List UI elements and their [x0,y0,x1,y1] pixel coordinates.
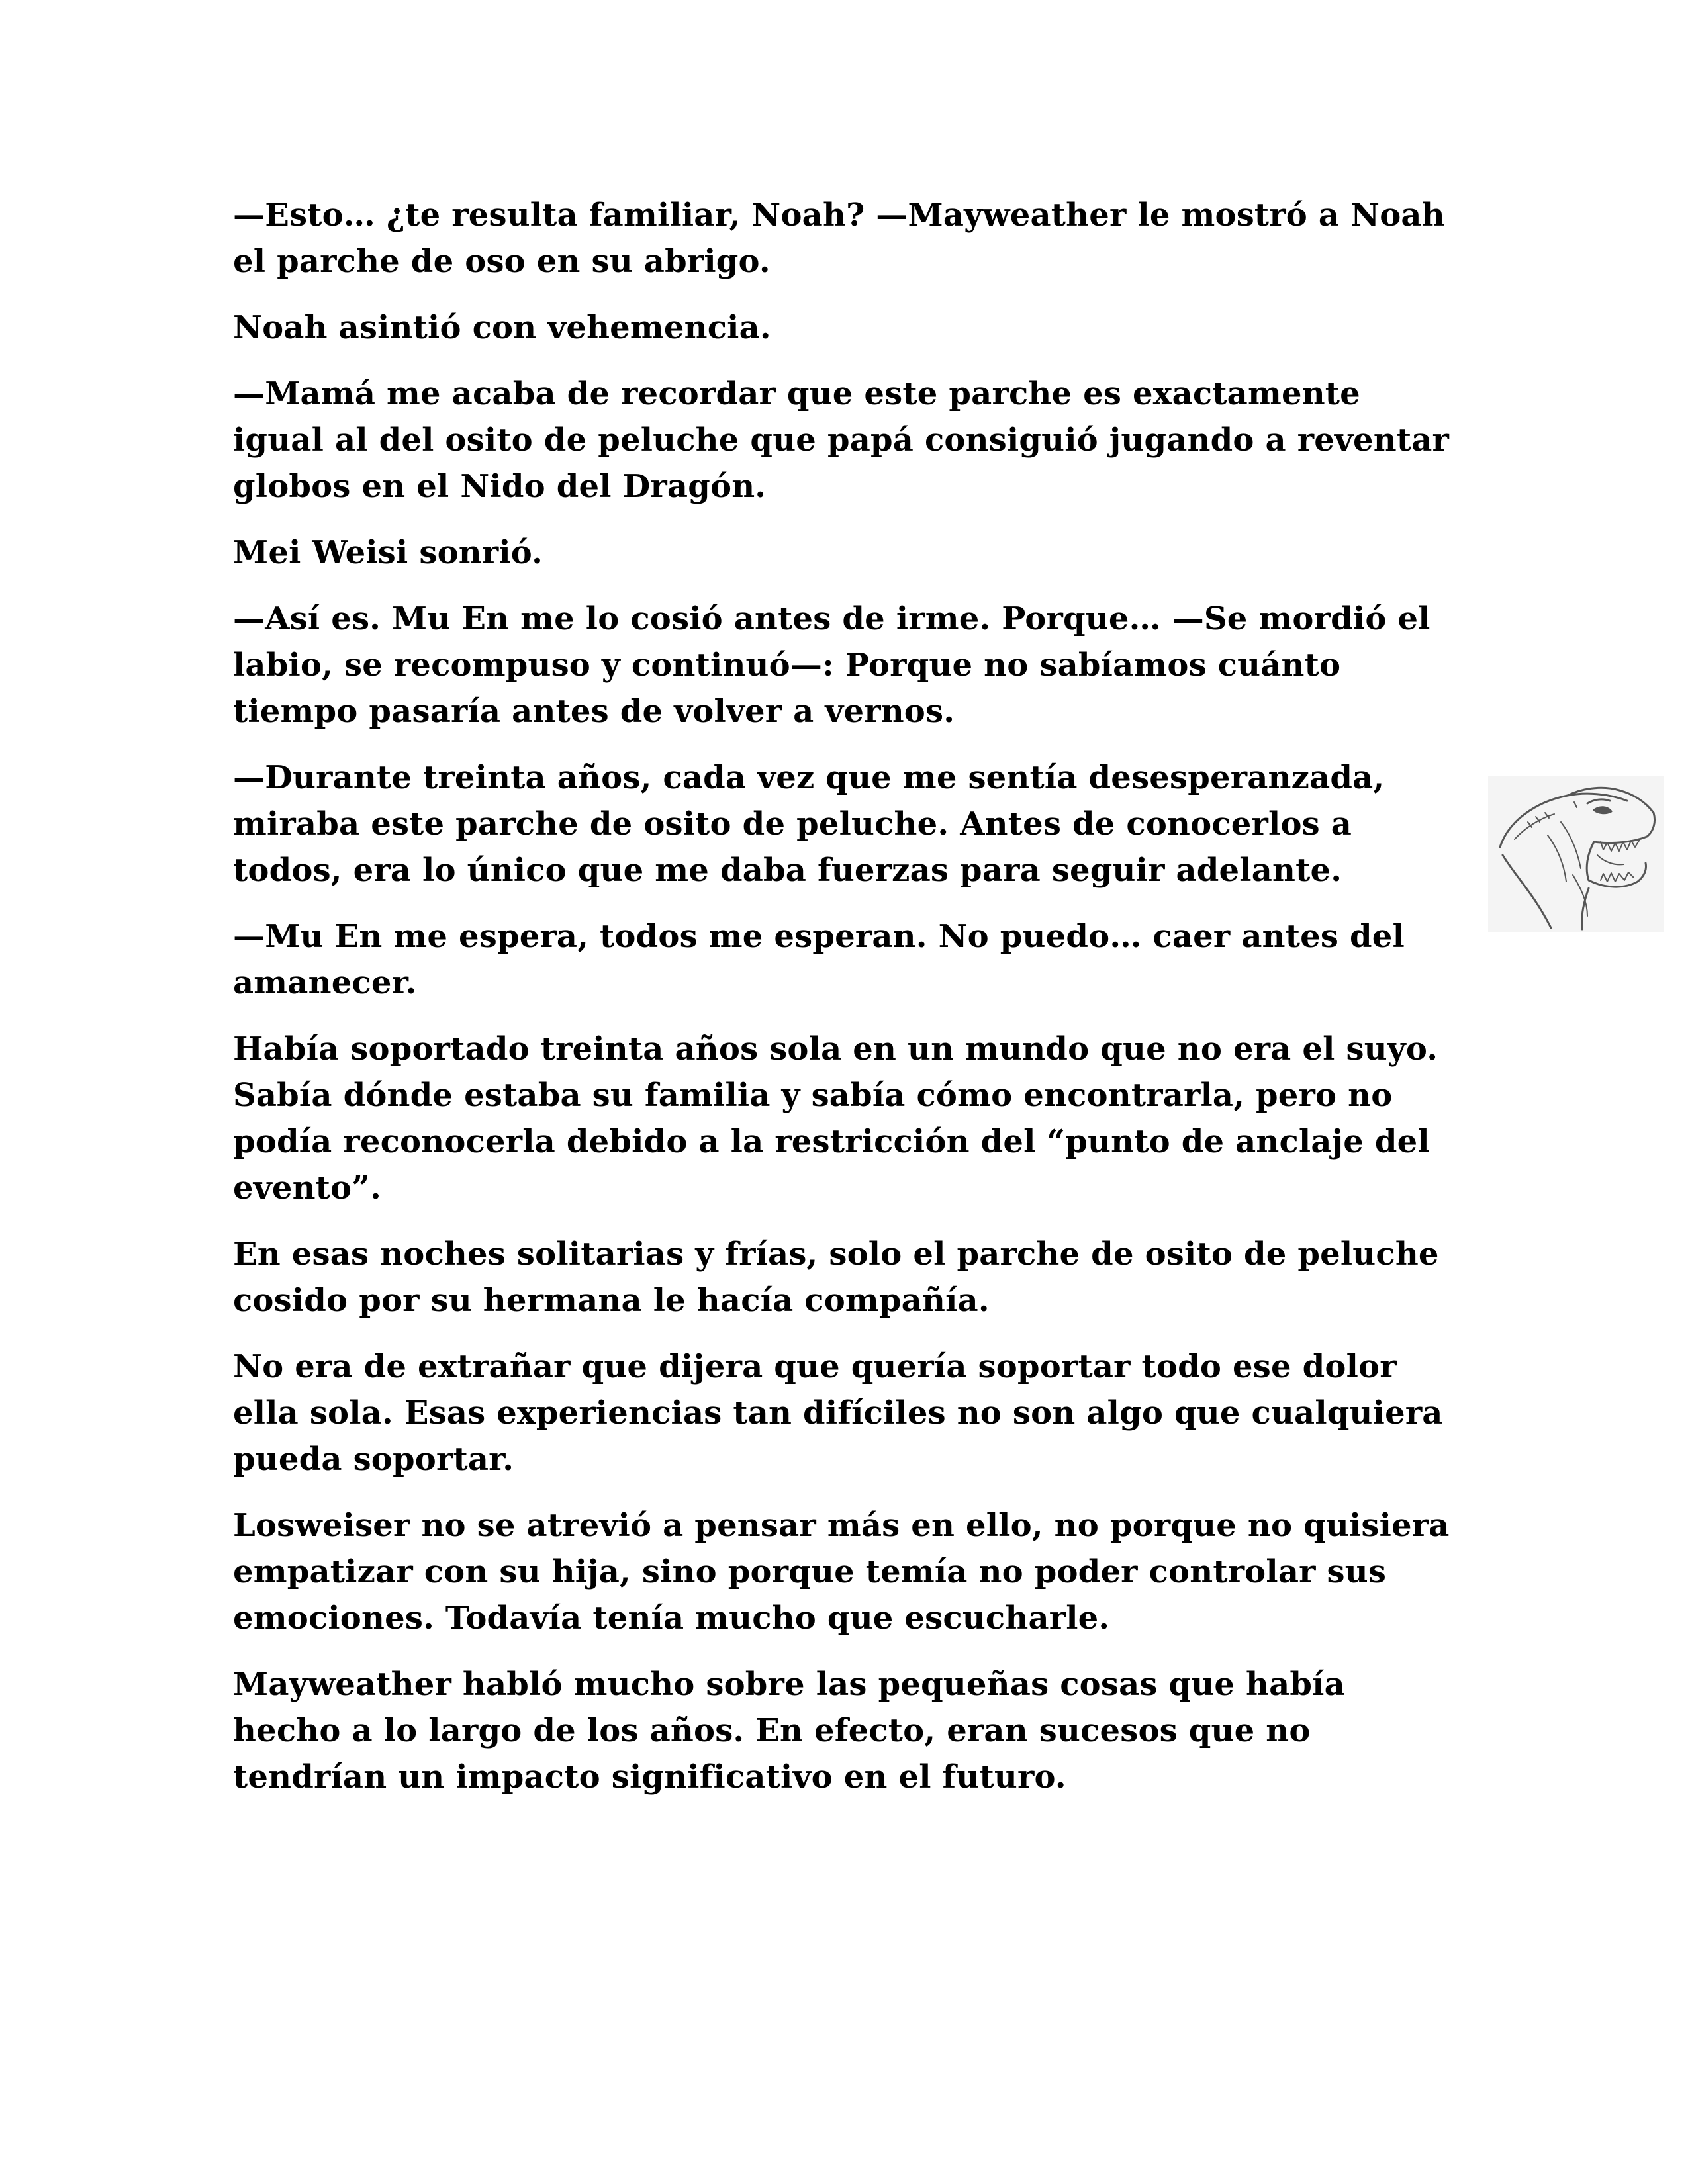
paragraph: —Mamá me acaba de recordar que este parche es exactamente igual al del osito de peluche que papá consiguió jugando a reventar globos en el Nido del Dragón. [233,375,1450,505]
paragraph: Losweiser no se atrevió a pensar más en ello, no porque no quisiera empatizar con su hija, sino porque temía no poder controlar sus emociones. Todavía tenía mucho que escucharle. [233,1507,1450,1637]
paragraph: Había soportado treinta años sola en un mundo que no era el suyo. Sabía dónde estaba su familia y sabía cómo encontrarla, pero no podía reconocerla debido a la restricción del “punto de anclaje del evento”. [233,1030,1438,1206]
paragraph: Noah asintió con vehemencia. [233,309,771,346]
paragraph: No era de extrañar que dijera que quería soportar todo ese dolor ella sola. Esas experiencias tan difíciles no son algo que cualquiera pueda soportar. [233,1348,1443,1478]
paragraph: —Durante treinta años, cada vez que me sentía desesperanzada, miraba este parche de osito de peluche. Antes de conocerlos a todos, era lo único que me daba fuerzas para seguir adelante. [233,759,1385,889]
dinosaur-head-sketch-icon [1488,776,1664,932]
paragraph: Mayweather habló mucho sobre las pequeñas cosas que había hecho a lo largo de los años. En efecto, eran sucesos que no tendrían un impacto significativo en el futuro. [233,1666,1345,1796]
paragraph: —Mu En me espera, todos me esperan. No puedo… caer antes del amanecer. [233,918,1405,1001]
paragraph: Mei Weisi sonrió. [233,534,543,571]
paragraph: —Esto… ¿te resulta familiar, Noah? —Mayweather le mostró a Noah el parche de oso en su abrigo. [233,197,1445,280]
text-column [233,192,1451,1820]
paragraph: —Así es. Mu En me lo cosió antes de irme. Porque… —Se mordió el labio, se recompuso y continuó—: Porque no sabíamos cuánto tiempo pasaría antes de volver a vernos. [233,600,1430,730]
paragraph: En esas noches solitarias y frías, solo el parche de osito de peluche cosido por su hermana le hacía compañía. [233,1236,1439,1319]
